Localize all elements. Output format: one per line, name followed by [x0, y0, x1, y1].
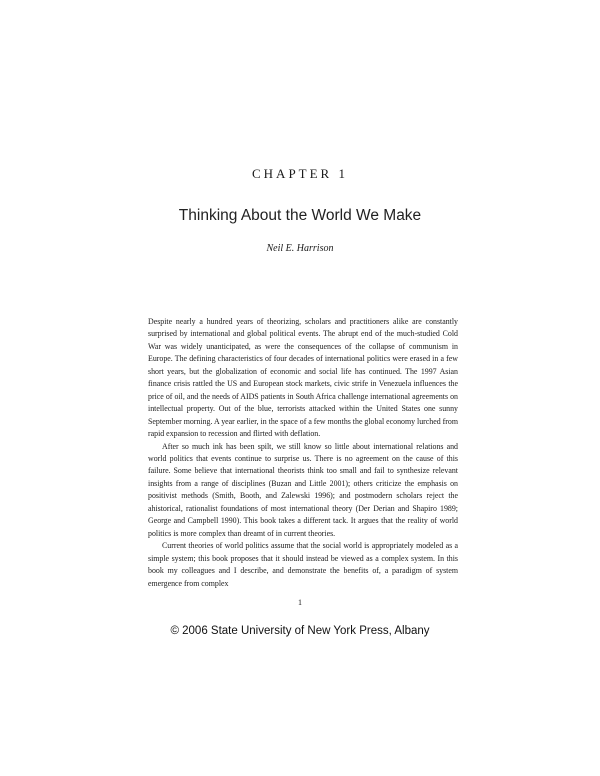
paragraph-2: After so much ink has been spilt, we still know so little about international relations and world politics that events continue to surprise us. There is no agreement on the cause of this failure. Some believe that international theorists think too small and fail to synthesize relevant insights from a range of disciplines (Buzan and Little 2001); others criticize the emphasis on positivist methods (Smith, Booth, and Zalewski 1996); and postmodern scholars reject the ahistorical, rationalist foundations of most international theory (Der Derian and Shapiro 1989; George and Campbell 1990). This book takes a different tack. It argues that the reality of world politics is more complex than dreamt of in current theories. — [148, 441, 458, 538]
author-name: Neil E. Harrison — [266, 243, 334, 254]
copyright-notice: © 2006 State University of New York Press, Albany — [170, 625, 430, 637]
page-number: 1 — [298, 598, 302, 607]
paragraph-3: Current theories of world politics assume that the social world is appropriately modeled as a simple system; this book proposes that it should instead be viewed as a complex system. In this book my colleagues and I describe, and demonstrate the benefits of, a paradigm of system emergence from complex — [148, 541, 458, 588]
chapter-title: Thinking About the World We Make — [178, 207, 422, 224]
chapter-label: CHAPTER 1 — [252, 166, 348, 181]
paragraph-1: Despite nearly a hundred years of theorizing, scholars and practitioners alike are constantly surprised by international and global political events. The abrupt end of the much-studied Cold War was widely unanticipated, as were the consequences of the collapse of communism in Europe. The defining characteristics of four decades of international politics were erased in a few short years, but the globalization of economic and social life has continued. The 1997 Asian finance crisis rattled the US and European stock markets, civic strife in Venezuela influences the price of oil, and the needs of AIDS patients in South Africa challenge international agreements on intellectual property. Out of the blue, terrorists attacked within the United States one sunny September morning. A year earlier, in the space of a few months the global economy lurched from rapid expansion to recession and flirted with deflation. — [148, 317, 458, 439]
body-text — [148, 316, 458, 590]
